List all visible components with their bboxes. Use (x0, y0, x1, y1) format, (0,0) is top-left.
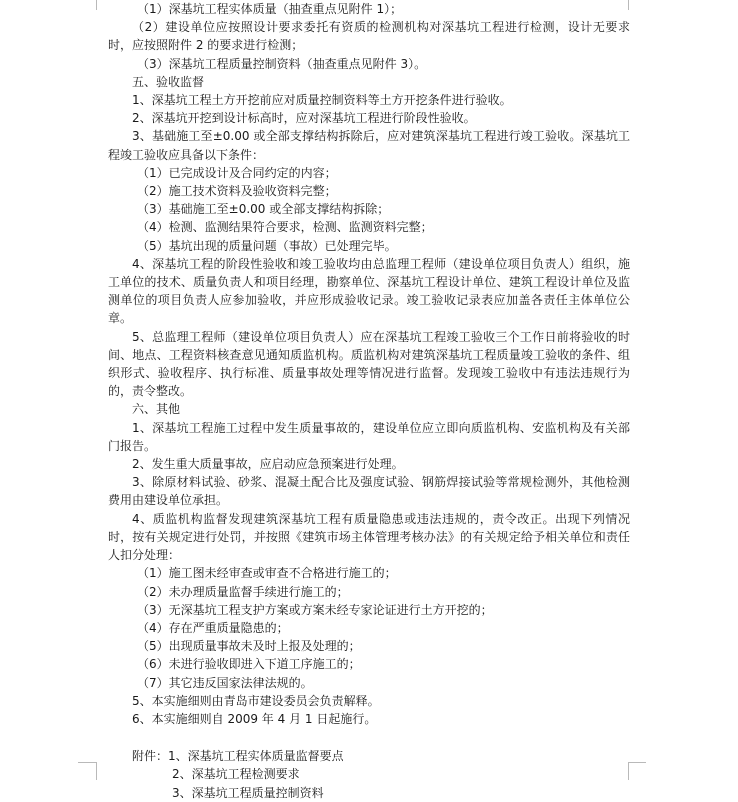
margin-mark-bottom-left-h (78, 762, 96, 763)
paragraph: 6、本实施细则自 2009 年 4 月 1 日起施行。 (132, 711, 377, 726)
list-item: （1）施工图未经审查或审查不合格进行施工的； (137, 566, 397, 581)
list-item: （5）基坑出现的质量问题（事故）已处理完毕。 (137, 238, 397, 253)
paragraph: 5、本实施细则由青岛市建设委员会负责解释。 (132, 693, 380, 708)
paragraph: 5、总监理工程师（建设单位项目负责人）应在深基坑工程竣工验收三个工作日前将验收的时间、地点、工程资料核查意见通知质监机构。质监机构对建筑深基坑工程质量竣工验收的条件、组织形式、验收程序、执行标准、质量事故处理等情况进行监督。发现竣工验收中有违法违规行为的，责令整改。 (108, 329, 630, 399)
paragraph: 3、基础施工至±0.00 或全部支撑结构拆除后，应对建筑深基坑工程进行竣工验收。深基坑工程竣工验收应具备以下条件： (108, 129, 630, 162)
paragraph: 4、质监机构监督发现建筑深基坑工程有质量隐患或违法违规的，责令改正。出现下列情况时，按有关规定进行处罚，并按照《建筑市场主体管理考核办法》的有关规定给予相关单位和责任人扣分处理： (108, 511, 630, 563)
spacer (108, 728, 630, 747)
list-item: （7）其它违反国家法律法规的。 (137, 675, 313, 690)
paragraph: （2）建设单位应按照设计要求委托有资质的检测机构对深基坑工程进行检测，设计无要求时，应按照附件 2 的要求进行检测； (108, 20, 630, 53)
list-item: （2）未办理质量监督手续进行施工的； (137, 584, 349, 599)
attachment-item: 2、深基坑工程检测要求 (172, 767, 300, 782)
list-item: （5）出现质量事故未及时上报及处理的； (137, 639, 361, 654)
margin-mark-bottom-right-h (628, 762, 646, 763)
margin-mark-bottom-left (96, 762, 97, 780)
paragraph: （1）深基坑工程实体质量（抽查重点见附件 1）； (137, 2, 403, 16)
paragraph: 4、深基坑工程的阶段性验收和竣工验收均由总监理工程师（建设单位项目负责人）组织，施工单位的技术、质量负责人和项目经理，勘察单位、深基坑工程设计单位、建筑工程设计单位及监测单位的项目负责人应参加验收，并应形成验收记录。竣工验收记录表应加盖各责任主体单位公章。 (108, 256, 630, 326)
paragraph: 2、发生重大质量事故，应启动应急预案进行处理。 (132, 457, 404, 472)
list-item: （2）施工技术资料及验收资料完整； (137, 184, 337, 199)
list-item: （3）无深基坑工程支护方案或方案未经专家论证进行土方开挖的； (137, 602, 493, 617)
margin-mark-top-left (96, 0, 97, 10)
attachment-item: 3、深基坑工程质量控制资料 (172, 785, 324, 800)
attachments-title: 附件：1、深基坑工程实体质量监督要点 (132, 749, 344, 764)
document-body (108, 0, 630, 802)
list-item: （4）存在严重质量隐患的； (137, 620, 289, 635)
paragraph: 1、深基坑工程土方开挖前应对质量控制资料等土方开挖条件进行验收。 (132, 93, 512, 108)
section-heading: 六、其他 (132, 402, 181, 417)
list-item: （3）基础施工至±0.00 或全部支撑结构拆除； (137, 202, 390, 217)
paragraph: 1、深基坑工程施工过程中发生质量事故的，建设单位应立即向质监机构、安监机构及有关部门报告。 (108, 420, 630, 453)
paragraph: 2、深基坑开挖到设计标高时，应对深基坑工程进行阶段性验收。 (132, 111, 476, 126)
paragraph: （3）深基坑工程质量控制资料（抽查重点见附件 3）。 (137, 56, 427, 71)
list-item: （6）未进行验收即进入下道工序施工的； (137, 657, 361, 672)
list-item: （1）已完成设计及合同约定的内容； (137, 165, 337, 180)
paragraph: 3、除原材料试验、砂浆、混凝土配合比及强度试验、钢筋焊接试验等常规检测外，其他检测费用由建设单位承担。 (108, 475, 630, 508)
list-item: （4）检测、监测结果符合要求，检测、监测资料完整； (137, 220, 433, 235)
section-heading: 五、验收监督 (132, 74, 205, 89)
